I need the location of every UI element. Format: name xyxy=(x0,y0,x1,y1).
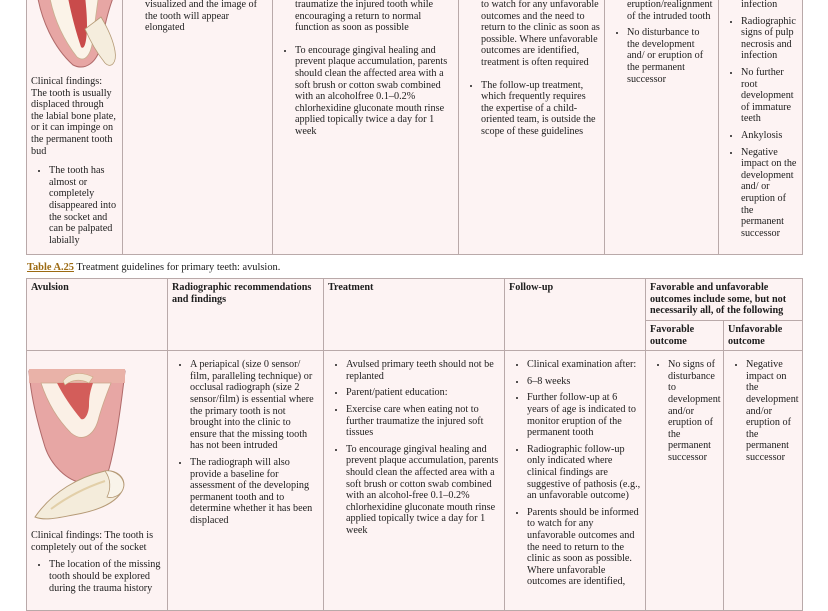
intrusion-favorable-text: eruption/realignment of the intruded tooth xyxy=(627,0,713,22)
header-favorable: Favorable outcome xyxy=(646,321,724,351)
avulsion-favorable-bullet: • No signs of disturbance to development and/or eruption of the permanent successor xyxy=(668,359,719,463)
intrusion-unfavorable-bullet: • Ankylosis xyxy=(741,130,798,142)
header-treatment: Treatment xyxy=(324,279,505,351)
avulsion-treatment-bullet: • Parent/patient education: xyxy=(346,387,500,399)
intrusion-unfavorable-bullet: • Negative impact on the development and/ or eruption of the permanent successor xyxy=(741,147,798,240)
avulsion-findings-bullet: • The location of the missing tooth should be explored during the trauma history xyxy=(49,559,163,594)
header-outcomes: Favorable and unfavorable outcomes include some, but not necessarily all, of the following xyxy=(646,279,803,321)
table-caption-text: Treatment guidelines for primary teeth: avulsion. xyxy=(76,262,281,273)
intrusion-findings-bullet: • The tooth has almost or completely disappeared into the socket and can be palpated labially xyxy=(49,165,118,246)
avulsion-unfavorable-cell xyxy=(724,351,803,611)
intrusion-treatment-text: traumatize the injured tooth while encouraging a return to normal function as soon as possible xyxy=(295,0,434,34)
header-avulsion: Avulsion xyxy=(27,279,168,351)
intrusion-favorable-cell xyxy=(605,0,719,255)
intrusion-findings-cell xyxy=(27,0,123,255)
intrusion-favorable-bullet: • No disturbance to the development and/ or eruption of the permanent successor xyxy=(627,27,714,85)
avulsion-favorable-cell xyxy=(646,351,724,611)
avulsion-treatment-bullet: • To encourage gingival healing and prevent plaque accumulation, parents should clean the affected area with a soft brush or cotton swab combined with an alcohol-free 0.1–0.2% chlorhexidine gluconate mouth rinse applied topically twice a day for 1 week xyxy=(346,444,500,537)
intrusion-radiographic-cell xyxy=(123,0,273,255)
intrusion-radiographic-text: visualized and the image of the tooth will appear elongated xyxy=(145,0,258,34)
avulsion-followup-bullet: • Parents should be informed to watch for any unfavorable outcomes and the need to return to the clinic as soon as possible. Where unfavorable outcomes are identified, xyxy=(527,507,641,588)
avulsion-followup-bullet: • Clinical examination after: xyxy=(527,359,641,371)
avulsion-unfavorable-bullet: • Negative impact on the development and/or eruption of the permanent successor xyxy=(746,359,798,463)
intrusion-treatment-cell xyxy=(273,0,459,255)
intrusion-followup-cell xyxy=(459,0,605,255)
intrusion-unfavorable-cell xyxy=(719,0,803,255)
avulsion-followup-bullet: • Radiographic follow-up only indicated where clinical findings are suggestive of pathosis (e.g., an unfavorable outcome) xyxy=(527,444,641,502)
avulsion-findings-cell xyxy=(27,351,168,611)
table-caption xyxy=(27,262,280,274)
avulsion-radiographic-bullet: • The radiograph will also provide a baseline for assessment of the developing permanent tooth and to determine whether it has been displaced xyxy=(190,457,319,527)
intrusion-followup-bullet: • The follow-up treatment, which frequently requires the expertise of a child-oriented team, is outside the scope of these guidelines xyxy=(481,80,600,138)
avulsion-followup-bullet: • Further follow-up at 6 years of age is indicated to monitor eruption of the permanent tooth xyxy=(527,392,641,438)
intruded-tooth-illustration xyxy=(27,0,122,73)
header-followup: Follow-up xyxy=(505,279,646,351)
intrusion-table xyxy=(26,0,803,255)
avulsion-radiographic-bullet: • A periapical (size 0 sensor/ film, paralleling technique) or occlusal radiograph (size 2 sensor/film) is essential where the primary tooth is not brought into the clinic to ensure that the missing tooth has not been intruded xyxy=(190,359,319,452)
intrusion-findings-text: Clinical findings: The tooth is usually displaced through the labial bone plate, or it can impinge on the permanent tooth bud xyxy=(31,76,116,157)
avulsion-treatment-cell xyxy=(324,351,505,611)
intrusion-unfavorable-bullet: • No further root development of immature teeth xyxy=(741,67,798,125)
avulsion-radiographic-cell xyxy=(168,351,324,611)
avulsion-table xyxy=(26,278,803,611)
header-unfavorable: Unfavorable outcome xyxy=(724,321,803,351)
header-radiographic: Radiographic recommendations and findings xyxy=(168,279,324,351)
intrusion-unfavorable-bullet: • Radiographic signs of pulp necrosis and infection xyxy=(741,16,798,62)
avulsion-followup-cell xyxy=(505,351,646,611)
avulsion-treatment-bullet: • Avulsed primary teeth should not be replanted xyxy=(346,359,500,382)
intrusion-followup-text: to watch for any unfavorable outcomes and the need to return to the clinic as soon as possible. Where unfavorable outcomes are identified, treatment is often required xyxy=(481,0,600,68)
intrusion-treatment-bullet: • To encourage gingival healing and prevent plaque accumulation, parents should clean the affected area with a soft brush or cotton swab combined with an alcoholfree 0.1–0.2% chlorhexidine gluconate mouth rinse applied topically twice a day for 1 week xyxy=(295,45,454,138)
table-caption-label[interactable]: Table A.25 xyxy=(27,262,74,273)
avulsed-tooth-illustration xyxy=(27,361,167,527)
avulsion-findings-text: Clinical findings: The tooth is completely out of the socket xyxy=(31,530,154,553)
avulsion-treatment-bullet: • Exercise care when eating not to further traumatize the injured soft tissues xyxy=(346,404,500,439)
avulsion-followup-bullet: • 6–8 weeks xyxy=(527,376,641,388)
intrusion-unfavorable-text: infection xyxy=(741,0,778,10)
